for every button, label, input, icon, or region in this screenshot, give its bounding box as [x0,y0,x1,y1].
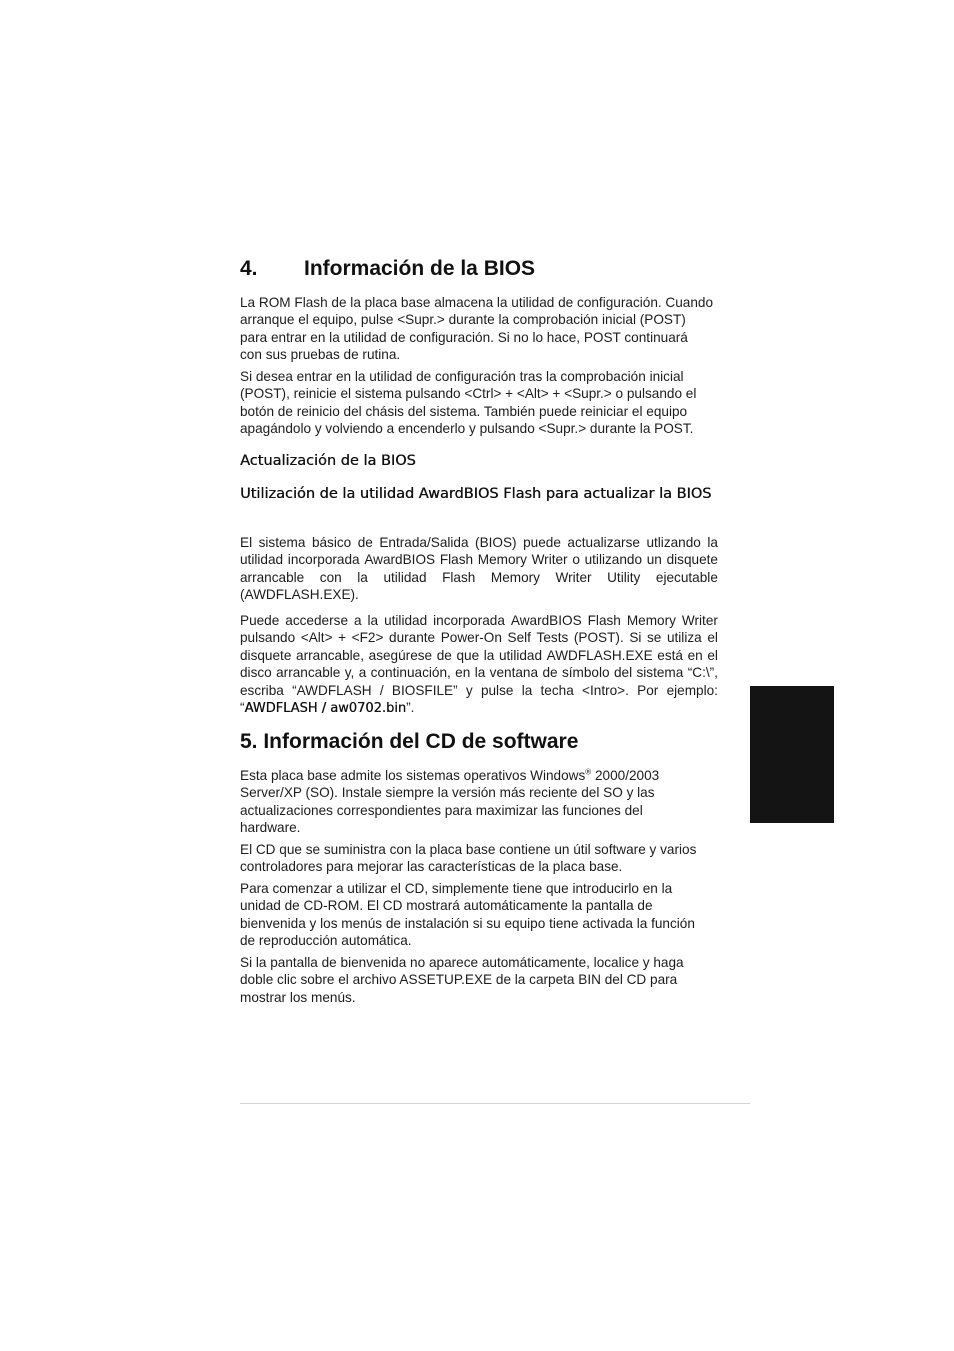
awardbios-access-paragraph [240,612,718,717]
text-line: de reproducción automática. [240,933,412,949]
word: Flash [439,552,474,568]
word: <Intro>. [582,682,629,698]
justified-line [240,629,718,646]
word: puede [523,535,561,550]
word: disquete [240,647,292,663]
text-line: actualizaciones correspondientes para maximizar las funciones del [240,802,643,818]
word: utilidad [498,647,543,663]
word: arrancable [240,569,305,585]
text-line [240,767,718,784]
word: techa [540,682,574,698]
word: Writer [531,552,568,568]
word: el [707,647,718,663]
word: un [646,552,662,568]
bios-reboot-paragraph [240,368,718,438]
word: Por [637,682,659,698]
word: utlizando [646,535,701,550]
word: / [379,682,384,698]
word: <Alt> [300,630,333,646]
open-quote: “ [240,700,245,716]
word: está [657,647,683,663]
word: el [707,630,718,646]
text-line: con sus pruebas de rutina. [240,347,401,363]
text-line: Para comenzar a utilizar el CD, simplemente tiene que introducirlo en la [240,881,673,896]
text-line: controladores para mejorar las características de la placa base. [240,859,623,875]
cd-contents-paragraph [240,841,718,876]
word: Flash [442,569,476,585]
word: (BIOS) [475,535,517,550]
justified-line [240,682,718,699]
word: Utility [607,569,641,585]
text-line: unidad de CD-ROM. El CD mostrará automáticamente la pantalla de [240,898,653,914]
word: asegúrese [368,647,433,663]
text-line: Server/XP (SO). Instale siempre la versión más reciente del SO y las [240,785,655,801]
word: incorporada [433,613,505,628]
word: a [353,613,362,628]
justified-line [240,534,718,551]
word: Memory [490,569,540,585]
word: “AWDFLASH [292,682,372,698]
section-number: 4. [240,257,258,280]
word: escriba [240,682,284,698]
text-line: La ROM Flash de la placa base almacena la utilidad de configuración. Cuando [240,295,714,310]
word: pulse [480,682,514,698]
word: continuación, [370,665,451,681]
word: utilizando [584,552,643,568]
word: y [465,682,473,698]
word: ejemplo: [666,682,718,698]
word: accederse [285,613,348,628]
word: la [474,665,486,681]
text-line: Si la pantalla de bienvenida no aparece automáticamente, localice y haga [240,955,684,970]
word: la [367,613,379,628]
footer-divider [240,1103,750,1104]
word: Puede [240,613,280,628]
word: la [483,647,495,663]
word: Self [507,630,531,646]
bios-update-subheading: Actualización de la BIOS [240,453,416,469]
word: (POST). [573,630,624,646]
word: Writer [555,569,592,585]
section-4-heading [240,257,718,281]
word: durante [389,630,436,646]
word: símbolo [561,665,610,681]
example-command: AWDFLASH / aw0702.bin [244,701,407,717]
bios-description-paragraph [240,534,718,604]
text-line: mostrar los menús. [240,989,356,1005]
example-line [240,699,718,717]
word: Writer [681,613,718,628]
word: que [456,647,480,663]
word: AwardBIOS [510,613,582,628]
word: pulsando [240,630,296,646]
justified-line [240,647,718,664]
cd-os-paragraph [240,767,718,837]
word: disco [240,665,272,681]
word: arrancable, [296,647,365,663]
chapter-tab [750,686,834,823]
word: + [338,630,347,646]
section-title: Información de la BIOS [304,257,536,280]
text-line: (POST), reinicie el sistema pulsando <Ctrl> + <Alt> + <Supr.> o pulsando el [240,386,697,402]
word: arrancable [276,665,341,681]
word: la [707,535,718,550]
word: Entrada/Salida [379,535,469,550]
word: Power-On [440,630,502,646]
word: Flash [587,613,621,628]
word: AwardBIOS [364,552,436,568]
text-line: Si desea entrar en la utilidad de configuración tras la comprobación inicial [240,369,684,384]
text-line: hardware. [240,820,301,836]
word: incorporada [287,552,360,568]
word: utiliza [666,630,702,646]
text-line: (AWDFLASH.EXE). [240,587,359,603]
word: la [521,682,533,698]
word: utilidad [384,613,428,628]
word: del [613,665,633,681]
word: sistema [636,665,684,681]
text-line: bienvenida y los menús de instalación si su equipo tiene activada la función [240,915,695,931]
word: Tests [536,630,569,646]
bios-intro-paragraph [240,294,718,364]
section-5-heading: 5. Información del CD de software [240,730,579,753]
word: Si [629,630,642,646]
word: se [647,630,662,646]
word: disquete [666,552,718,568]
word: en [455,665,471,681]
text-line: doble clic sobre el archivo ASSETUP.EXE de la carpeta BIN del CD para [240,972,678,988]
word: Memory [477,552,527,568]
text-line: El CD que se suministra con la placa base contiene un útil software y varios [240,842,697,857]
justified-line [240,551,718,568]
word: actualizarse [567,535,640,550]
text-line: apagándolo y volviendo a encenderlo y pulsando <Supr.> durante la POST. [240,421,694,437]
cd-autorun-paragraph [240,880,718,950]
word: utilidad [383,569,427,585]
justified-line [240,612,718,629]
word: ventana [489,665,539,681]
word: con [319,569,342,585]
word: o [572,552,580,568]
word: la [357,569,368,585]
word: a [358,665,367,681]
word: de [357,535,373,550]
word: de [436,647,452,663]
word: utilidad [240,552,284,568]
awardbios-flash-subheading: Utilización de la utilidad AwardBIOS Flash para actualizar la BIOS [240,486,712,502]
word: El [240,535,253,550]
word: de [542,665,558,681]
word: en [687,647,703,663]
text-run: 2000/2003 [591,768,660,783]
text-run: Esta placa base admite los sistemas operativos Windows [240,768,586,783]
word: básico [311,535,352,550]
text-line: para entrar en la utilidad de configuración. Si no lo hace, POST continuará [240,329,688,345]
word: AWDFLASH.EXE [546,647,653,663]
close-quote: ”. [406,700,415,716]
registered-mark: ® [585,767,592,777]
word: y, [344,665,355,681]
word: sistema [258,535,306,550]
text-line: botón de reinicio del chásis del sistema. También puede reiniciar el equipo [240,403,688,419]
justified-line [240,569,718,586]
word: ejecutable [655,569,718,585]
cd-manual-start-paragraph [240,954,718,1006]
word: “C:\”, [687,665,718,681]
word: BIOSFILE” [391,682,458,698]
word: Memory [626,613,676,628]
justified-line [240,664,718,681]
word: <F2> [351,630,384,646]
text-line: arranque el equipo, pulse <Supr.> durante la comprobación inicial (POST) [240,312,686,328]
